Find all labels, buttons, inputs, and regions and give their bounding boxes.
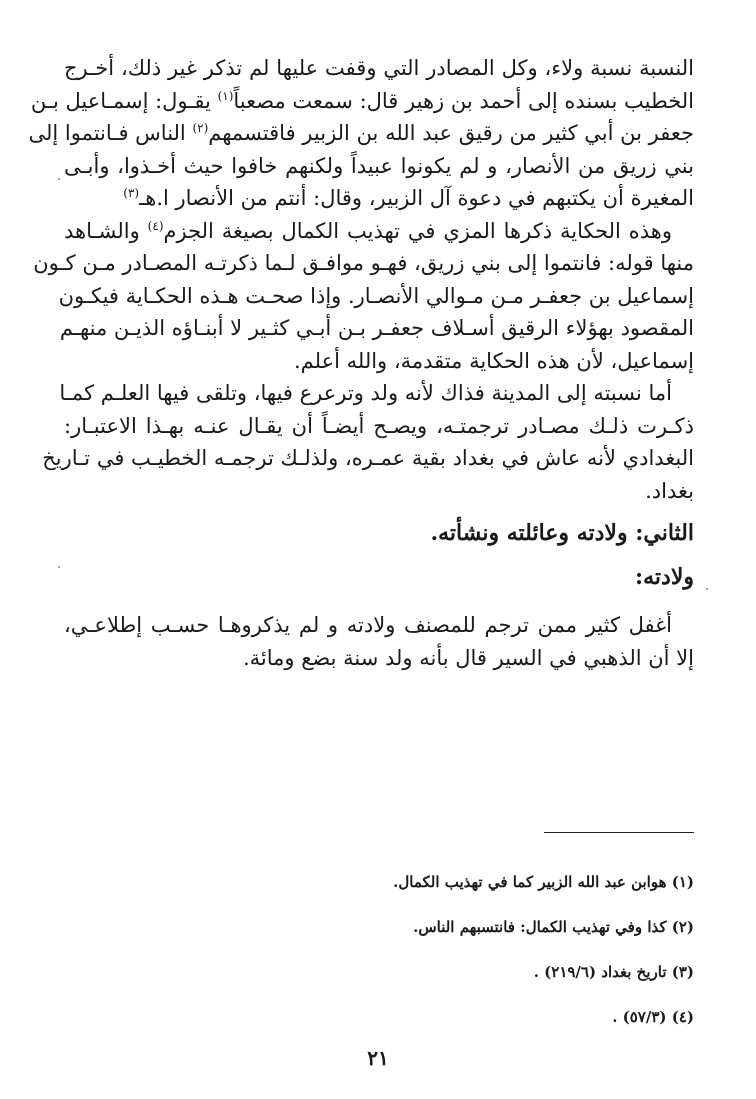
section-heading: الثاني: ولادته وعائلته ونشأته.	[430, 520, 694, 546]
main-text	[28, 52, 694, 674]
page-number: ٢١	[367, 1046, 389, 1070]
paragraph-3	[42, 377, 694, 507]
footnote-3: (٣) تاريخ بغداد (٢١٩/٦) .	[533, 963, 694, 981]
footnotes	[64, 860, 694, 1040]
text-line: بني زريق من الأنصار، و لم يكونوا عبيداً ولكنهم خافوا حيث أخـذوا، وأبـى	[64, 153, 694, 178]
scan-speck	[58, 566, 60, 568]
text-line: إلا أن الذهبي في السير قال بأنه ولد سنة بضع ومائة.	[242, 645, 694, 670]
text-line: أغفل كثير ممن ترجم للمصنف ولادته و لم يذكروهـا حسـب إطلاعـي،	[64, 613, 672, 637]
footnote-marker: (٢)	[192, 121, 209, 135]
scan-speck	[706, 588, 708, 590]
footnote-2: (٢) كذا وفي تهذيب الكمال: فانتسبهم الناس.	[413, 918, 694, 936]
text-line	[64, 182, 694, 215]
text-segment: وهذه الحكاية ذكرها المزي في تهذيب الكمال بصيغة الجزم	[163, 218, 672, 243]
subsection-heading: ولادته:	[634, 564, 694, 590]
footnote-1: (١) هوابن عبد الله الزبير كما في تهذيب الكمال.	[393, 873, 694, 891]
footnote-marker: (٤)	[147, 218, 164, 233]
text-line: منها قوله: فانتموا إلى بني زريق، فهـو موافـق لـما ذكرتـه المصـادر مـن كـون	[33, 251, 694, 275]
footnote-4: (٤) (٥٧/٣) .	[612, 1008, 694, 1026]
text-segment: الناس فـانتموا إلى	[28, 121, 193, 145]
footnote-separator	[544, 832, 694, 833]
text-line: بغداد.	[645, 478, 694, 503]
footnote-marker: (٣)	[123, 186, 140, 200]
text-line: المقصود بهؤلاء الرقيق أسـلاف جعفـر بـن أبـي كثـير لا أبنـاؤه الذيـن منهـم	[59, 316, 694, 340]
text-segment: يقـول: إسمـاعيل بـن	[30, 88, 218, 113]
text-segment: المغيرة أن يكتبهم في دعوة آل الزبير، وقال: أنتم من الأنصار ا.هـ	[139, 186, 694, 210]
paragraph-birth	[64, 609, 694, 674]
text-line	[30, 85, 694, 118]
text-segment: والشـاهد	[64, 218, 148, 243]
text-segment: الخطيب بسنده إلى أحمد بن زهير قال: سمعت مصعباً	[233, 88, 694, 113]
text-segment: جعفر بن أبي كثير من رقيق عبد الله بن الزبير فاقتسمهم	[208, 121, 694, 145]
paragraph-2	[33, 215, 694, 378]
text-line: إسماعيل بن جعفـر مـن مـوالي الأنصـار. وإذا صحـت هـذه الحكـاية فيكـون	[58, 283, 694, 308]
footnote-marker: (١)	[217, 88, 234, 103]
paragraph-1	[28, 52, 694, 215]
scan-speck	[58, 178, 60, 180]
text-line: أما نسبته إلى المدينة فذاك لأنه ولد وترعرع فيها، وتلقى فيها العلـم كمـا	[59, 381, 672, 405]
text-line: ذكـرت ذلـك مصـادر ترجمتـه، ويصـح أيضـاً أن يقـال عنـه بهـذا الاعتبـار:	[64, 413, 694, 438]
text-line: النسبة نسبة ولاء، وكل المصادر التي وقفت عليها لم تذكر غير ذلك، أخـرج	[64, 56, 694, 80]
text-line: البغدادي لأنه عاش في بغداد بقية عمـره، ولذلـك ترجمـه الخطيـب في تـاريخ	[42, 446, 694, 470]
text-line: إسماعيل، لأن هذه الحكاية متقدمة، والله أعلم.	[293, 348, 694, 373]
text-line	[64, 215, 694, 248]
text-line	[28, 117, 694, 150]
